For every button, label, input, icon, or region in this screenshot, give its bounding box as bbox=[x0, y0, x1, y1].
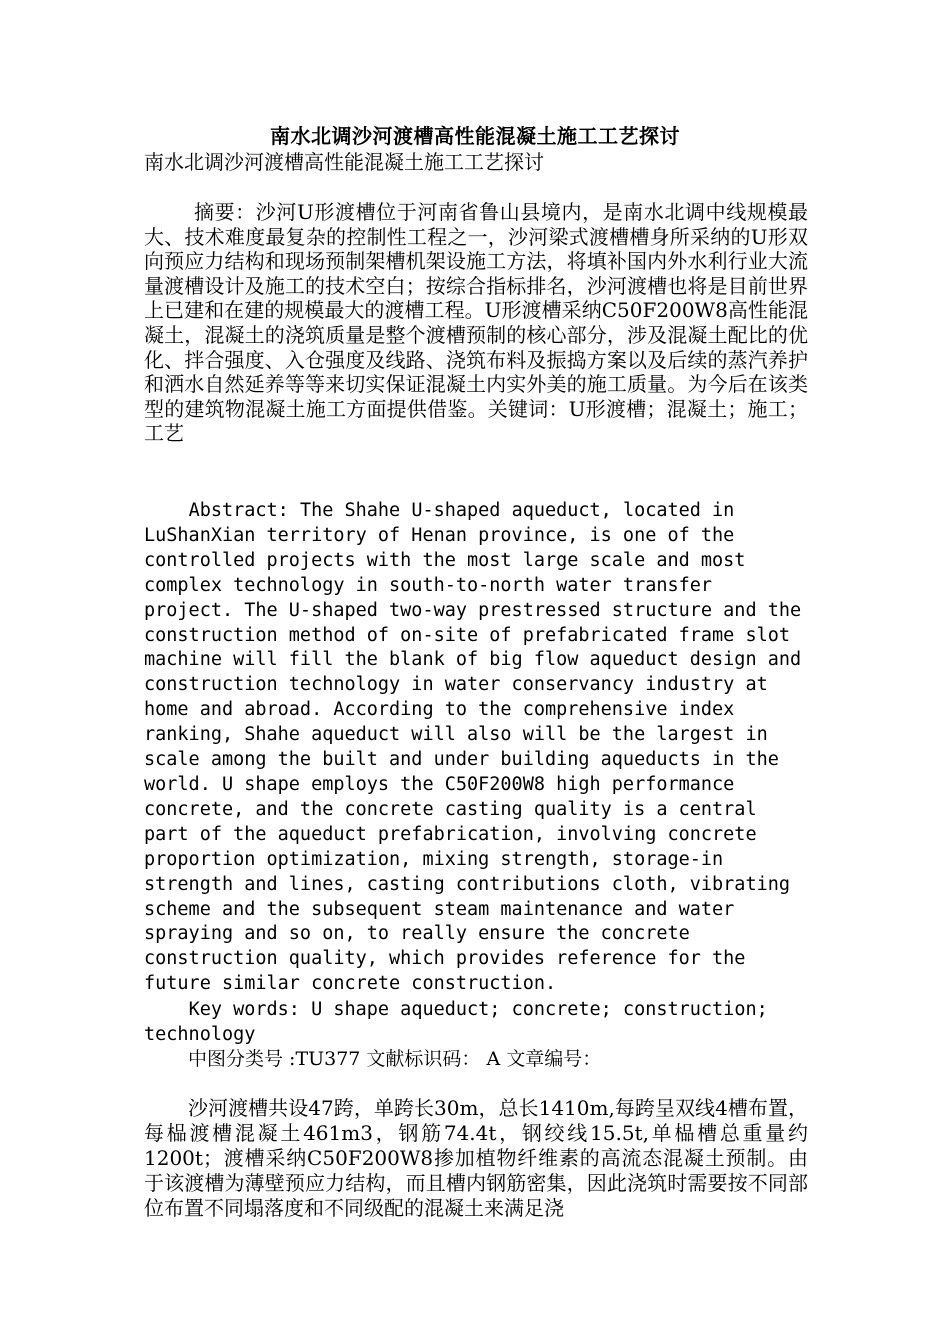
chinese-abstract: 摘要：沙河U形渡槽位于河南省鲁山县境内，是南水北调中线规模最大、技术难度最复杂的控制性工程之一，沙河梁式渡槽槽身所采纳的U形双向预应力结构和现场预制架槽机架设施工方法，将填补国内外水利行业大流量渡槽设计及施工的技术空白；按综合指标排名，沙河渡槽也将是目前世界上已建和在建的规模最大的渡槽工程。U形渡槽采纳C50F200W8高性能混凝土，混凝土的浇筑质量是整个渡槽预制的核心部分，涉及混凝土配比的优化、拌合强度、入仓强度及线路、浇筑布料及振捣方案以及后续的蒸汽养护和洒水自然延养等等来切实保证混凝土内实外美的施工质量。为今后在该类型的建筑物混凝土施工方面提供借鉴。关键词：U形渡槽；混凝土；施工；工艺 bbox=[144, 200, 808, 446]
english-abstract: Abstract: The Shahe U-shaped aqueduct, located in LuShanXian territory of Henan province, is one of the controlled projects with the most large scale and most complex technology in south-to-north water transfer project. The U-shaped two-way prestressed structure and the construction method of on-site of prefabricated frame slot machine will fill the blank of big flow aqueduct design and construction technology in water conservancy industry at home and abroad. According to the comprehensive index ranking, Shahe aqueduct will also will be the largest in scale among the built and under building aqueducts in the world. U shape employs the C50F200W8 high performance concrete, and the concrete casting quality is a central part of the aqueduct prefabrication, involving concrete proportion optimization, mixing strength, storage-in strength and lines, casting contributions cloth, vibrating scheme and the subsequent steam maintenance and water spraying and so on, to really ensure the concrete construction quality, which provides reference for the future similar concrete construction. bbox=[144, 500, 802, 995]
classification-line: 中图分类号 :TU377 文献标识码： A 文章编号： bbox=[188, 1048, 602, 1070]
body-paragraph: 沙河渡槽共设47跨，单跨长30m，总长1410m,每跨呈双线4槽布置，每榀渡槽混凝土461m3，钢筋74.4t，钢绞线15.5t,单榀槽总重量约1200t；渡槽采纳C50F200W8掺加植物纤维素的高流态混凝土预制。由于该渡槽为薄壁预应力结构，而且槽内钢筋密集，因此浇筑时需要按不同部位布置不同塌落度和不同级配的混凝土来满足浇 bbox=[144, 1096, 808, 1220]
english-keywords: Key words: U shape aqueduct; concrete; construction; technology bbox=[144, 999, 768, 1045]
document-title: 南水北调沙河渡槽高性能混凝土施工工艺探讨 bbox=[270, 124, 680, 148]
document-subtitle: 南水北调沙河渡槽高性能混凝土施工工艺探讨 bbox=[144, 150, 544, 174]
